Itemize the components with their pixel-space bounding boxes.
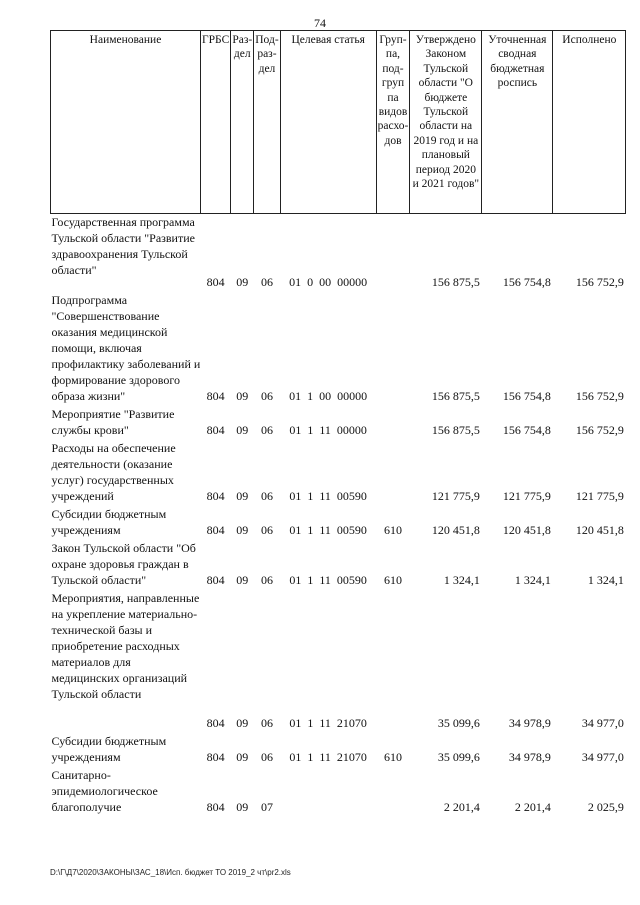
cell-podrazdel: 06 bbox=[260, 488, 273, 503]
cell-podrazdel: 06 bbox=[260, 572, 273, 587]
cell-razdel: 09 bbox=[236, 422, 249, 437]
table-row bbox=[51, 406, 626, 440]
budget-table bbox=[50, 30, 626, 817]
cell-specified: 1 324,1 bbox=[514, 572, 551, 587]
table-row bbox=[51, 767, 626, 817]
cell-specified: 120 451,8 bbox=[502, 522, 551, 537]
cell-specified: 2 201,4 bbox=[514, 799, 551, 814]
cell-name: Мероприятия, направленные на укрепление материально-технической базы и приобретение расходных материалов для медицинских организаций Тульской области bbox=[51, 590, 200, 701]
header-executed: Исполнено bbox=[553, 31, 626, 214]
cell-approved: 121 775,9 bbox=[431, 488, 480, 503]
cell-razdel: 09 bbox=[236, 572, 249, 587]
table-row bbox=[51, 506, 626, 540]
cell-target-article: 01 1 11 00590 bbox=[289, 522, 367, 537]
cell-expense-group: 610 bbox=[384, 522, 402, 537]
cell-podrazdel: 06 bbox=[260, 422, 273, 437]
cell-target-article: 01 0 00 00000 bbox=[289, 274, 368, 289]
cell-name: Государственная программа Тульской области "Развитие здравоохранения Тульской области" bbox=[51, 215, 195, 277]
cell-grbs: 804 bbox=[206, 799, 225, 814]
cell-grbs: 804 bbox=[206, 488, 225, 503]
cell-razdel: 09 bbox=[236, 799, 249, 814]
cell-name: Мероприятие "Развитие службы крови" bbox=[51, 406, 175, 437]
cell-razdel: 09 bbox=[236, 488, 249, 503]
cell-expense-group: 610 bbox=[384, 749, 402, 764]
cell-razdel: 09 bbox=[236, 749, 249, 764]
cell-grbs: 804 bbox=[206, 522, 225, 537]
cell-name: Субсидии бюджетным учреждениям bbox=[51, 506, 167, 537]
cell-executed: 2 025,9 bbox=[587, 799, 624, 814]
cell-podrazdel: 07 bbox=[260, 799, 273, 814]
header-name: Наименование bbox=[51, 31, 201, 214]
cell-target-article: 01 1 11 00590 bbox=[289, 572, 367, 587]
cell-approved: 156 875,5 bbox=[431, 274, 480, 289]
cell-target-article: 01 1 11 21070 bbox=[289, 715, 367, 730]
header-specified: Уточненная сводная бюджетная роспись bbox=[482, 31, 553, 214]
header-razdel: Раз-дел bbox=[231, 31, 254, 214]
cell-executed: 1 324,1 bbox=[587, 572, 624, 587]
cell-target-article: 01 1 11 21070 bbox=[289, 749, 367, 764]
cell-executed: 156 752,9 bbox=[575, 388, 624, 403]
cell-name: Закон Тульской области "Об охране здоровья граждан в Тульской области" bbox=[51, 540, 196, 587]
cell-approved: 2 201,4 bbox=[443, 799, 480, 814]
table-row bbox=[51, 440, 626, 506]
cell-razdel: 09 bbox=[236, 388, 249, 403]
cell-name: Расходы на обеспечение деятельности (оказание услуг) государственных учреждений bbox=[51, 440, 176, 503]
cell-expense-group bbox=[376, 406, 410, 440]
table-row bbox=[51, 733, 626, 767]
cell-specified: 156 754,8 bbox=[502, 274, 551, 289]
cell-expense-group bbox=[376, 440, 410, 506]
table-row bbox=[51, 590, 626, 733]
table-row bbox=[51, 292, 626, 406]
cell-target-article: 01 1 00 00000 bbox=[289, 388, 368, 403]
cell-podrazdel: 06 bbox=[260, 274, 273, 289]
file-path-footer: D:\Г\Д7\2020\ЗАКОНЫ\ЗАС_18\Исп. бюджет ТО 2019_2 чт\pr2.xls bbox=[50, 868, 291, 877]
cell-specified: 156 754,8 bbox=[502, 388, 551, 403]
table-row bbox=[51, 540, 626, 590]
cell-razdel: 09 bbox=[236, 522, 249, 537]
cell-grbs: 804 bbox=[206, 422, 225, 437]
cell-razdel: 09 bbox=[236, 274, 249, 289]
cell-grbs: 804 bbox=[206, 274, 225, 289]
cell-expense-group bbox=[376, 292, 410, 406]
cell-approved: 120 451,8 bbox=[431, 522, 480, 537]
budget-table-container bbox=[50, 30, 626, 817]
cell-grbs: 804 bbox=[206, 388, 225, 403]
cell-expense-group bbox=[376, 214, 410, 292]
cell-specified: 156 754,8 bbox=[502, 422, 551, 437]
cell-grbs: 804 bbox=[206, 749, 225, 764]
cell-name: Субсидии бюджетным учреждениям bbox=[51, 733, 167, 764]
cell-target-article: 01 1 11 00000 bbox=[289, 422, 367, 437]
header-podrazdel: Под-раз-дел bbox=[254, 31, 280, 214]
cell-expense-group bbox=[376, 767, 410, 817]
cell-executed: 156 752,9 bbox=[575, 422, 624, 437]
cell-target-article: 01 1 11 00590 bbox=[289, 488, 367, 503]
cell-razdel: 09 bbox=[236, 715, 249, 730]
cell-expense-group: 610 bbox=[384, 572, 402, 587]
cell-approved: 35 099,6 bbox=[437, 715, 480, 730]
cell-executed: 156 752,9 bbox=[575, 274, 624, 289]
cell-grbs: 804 bbox=[206, 572, 225, 587]
cell-specified: 121 775,9 bbox=[502, 488, 551, 503]
cell-name: Санитарно-эпидемиологическое благополучие bbox=[51, 767, 158, 814]
cell-executed: 34 977,0 bbox=[581, 715, 624, 730]
cell-approved: 35 099,6 bbox=[437, 749, 480, 764]
cell-approved: 156 875,5 bbox=[431, 388, 480, 403]
cell-podrazdel: 06 bbox=[260, 388, 273, 403]
cell-executed: 121 775,9 bbox=[575, 488, 624, 503]
cell-approved: 1 324,1 bbox=[443, 572, 480, 587]
page-number: 74 bbox=[314, 16, 326, 30]
header-target-article: Целевая статья bbox=[280, 31, 376, 214]
cell-grbs: 804 bbox=[206, 715, 225, 730]
cell-executed: 120 451,8 bbox=[575, 522, 624, 537]
header-expense-group: Груп-па, под-груп па видов расхо-дов bbox=[376, 31, 410, 214]
header-grbs: ГРБС bbox=[201, 31, 231, 214]
cell-executed: 34 977,0 bbox=[581, 749, 624, 764]
cell-expense-group bbox=[376, 590, 410, 733]
cell-specified: 34 978,9 bbox=[508, 749, 551, 764]
cell-name: Подпрограмма "Совершенствование оказания медицинской помощи, включая профилактику заболеваний и формирование здорового образа жизни" bbox=[51, 292, 201, 403]
table-row bbox=[51, 214, 626, 292]
cell-podrazdel: 06 bbox=[260, 749, 273, 764]
cell-approved: 156 875,5 bbox=[431, 422, 480, 437]
cell-target-article bbox=[280, 767, 376, 817]
cell-podrazdel: 06 bbox=[260, 522, 273, 537]
header-approved: Утверждено Законом Тульской области "О бюджете Тульской области на 2019 год и на плановый период 2020 и 2021 годов" bbox=[410, 31, 482, 214]
cell-specified: 34 978,9 bbox=[508, 715, 551, 730]
cell-podrazdel: 06 bbox=[260, 715, 273, 730]
table-header-row bbox=[51, 31, 626, 214]
